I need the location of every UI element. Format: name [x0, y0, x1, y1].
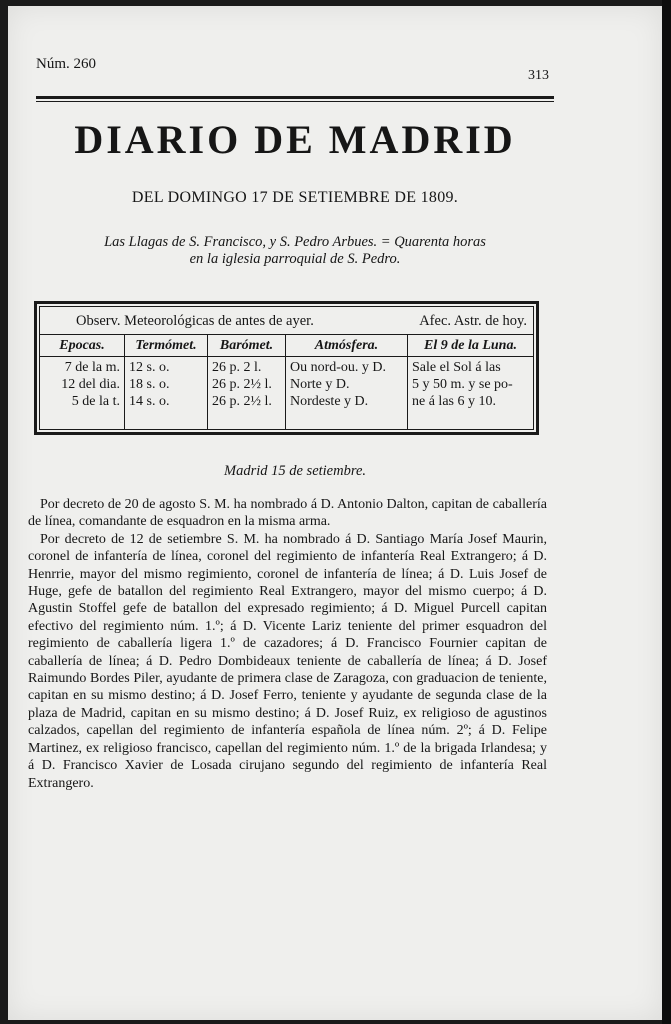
column-atmosfera [285, 335, 407, 429]
column-header: Atmósfera. [286, 337, 407, 357]
astro-title: Afec. Astr. de hoy. [419, 313, 527, 329]
table-cell: 5 y 50 m. y se po- [412, 377, 513, 392]
table-cell: 26 p. 2 l. [212, 360, 262, 375]
page-number: 313 [528, 68, 549, 83]
header-rule [36, 96, 554, 102]
weather-table [34, 301, 539, 435]
article-body [28, 496, 547, 792]
saints-line: Las Llagas de S. Francisco, y S. Pedro Arbues. = Quarenta horas [104, 234, 486, 250]
paragraph: Por decreto de 20 de agosto S. M. ha nombrado á D. Antonio Dalton, capitan de caballería de línea, comandante de esquadron en la misma arma. [28, 497, 547, 530]
table-cell: 12 s. o. [129, 360, 170, 375]
table-cell: 14 s. o. [129, 394, 170, 409]
weather-title: Observ. Meteorológicas de antes de ayer. [76, 313, 314, 329]
column-header: Termómet. [125, 337, 207, 357]
column-header: El 9 de la Luna. [408, 337, 533, 357]
table-cell: Ou nord-ou. y D. [290, 360, 387, 375]
table-cell: Nordeste y D. [290, 394, 369, 409]
column-epocas [40, 335, 124, 429]
article-dateline: Madrid 15 de setiembre. [223, 463, 367, 479]
table-cell: 12 del dia. [61, 377, 120, 392]
column-header: Barómet. [208, 337, 285, 357]
table-cell: 18 s. o. [129, 377, 170, 392]
column-barometro [207, 335, 285, 429]
saints-of-day [30, 234, 560, 268]
table-cell: 26 p. 2½ l. [212, 377, 272, 392]
column-luna [407, 335, 533, 429]
saints-line: en la iglesia parroquial de S. Pedro. [189, 251, 401, 267]
newspaper-page [8, 6, 662, 1020]
dateline: DEL DOMINGO 17 DE SETIEMBRE DE 1809. [131, 189, 459, 206]
issue-number: Núm. 260 [36, 56, 96, 72]
column-header: Epocas. [40, 337, 124, 357]
masthead-title: DIARIO DE MADRID [74, 117, 516, 162]
table-cell: 26 p. 2½ l. [212, 394, 272, 409]
column-termometro [124, 335, 207, 429]
table-cell: Sale el Sol á las [412, 360, 501, 375]
scan-edge [662, 0, 671, 1024]
table-cell: ne á las 6 y 10. [412, 394, 496, 409]
table-cell: 7 de la m. [64, 360, 120, 375]
paragraph: Por decreto de 12 de setiembre S. M. ha nombrado á D. Santiago María Josef Maurin, coronel de infantería de línea, coronel del regimiento de infantería Real Extrangero; á D. Henrrie, mayor del mismo regimiento, coronel de infantería de línea; á D. Luis Josef de Huge, gefe de batallon del regimiento Real Extrangero, mayor del mismo cuerpo; á D. Agustin Stoffel gefe de batallon del expresado regimiento; á D. Miguel Purcell capitan efectivo del regimiento núm. 1.º; á D. Vicente Lariz teniente del primer esquadron del regimiento de caballería ligera 1.º de cazadores; á D. Francisco Fournier capitan de caballería de línea; á D. Pedro Dombideaux teniente de caballería de línea; á D. Josef Raimundo Bordes Piler, ayudante de primera clase de Zaragoza, con graduacion de teniente, capitan en su mismo destino; á D. Josef Ferro, teniente y ayudante de segunda clase de la plaza de Madrid, capitan en su mismo destino; á D. Josef Ruiz, ex religioso de agustinos calzados, capellan del regimiento de infantería española de línea núm. 2º; á D. Felipe Martinez, ex religioso francisco, capellan del regimiento núm. 1.º de la brigada Irlandesa; y á D. Francisco Xavier de Losada cirujano segundo del regimiento de infantería Real Extrangero. [28, 531, 547, 791]
table-cell: 5 de la t. [71, 394, 120, 409]
table-cell: Norte y D. [290, 377, 350, 392]
